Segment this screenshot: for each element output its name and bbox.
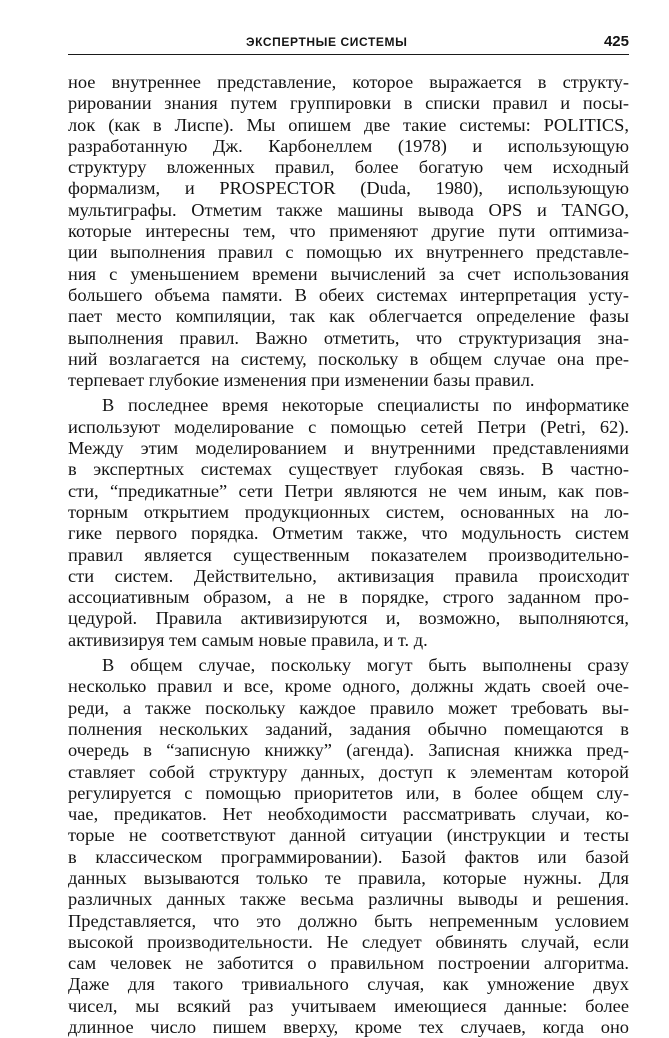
text-line: несколько правил и все, кроме одного, должны ждать своей оче- [68,676,629,697]
paragraph-2 [68,395,629,651]
text-line: В последнее время некоторые специалисты по информатике [102,395,629,416]
text-line: высокой производительности. Не следует обвинять случай, если [68,931,629,952]
text-line: реди, а также поскольку каждое правило может требовать вы- [68,697,629,718]
text-line: данных вызываются только те правила, которые нужны. Для [68,867,629,888]
text-line: Между этим моделированием и внутренними представлениями [68,438,629,459]
text-line: сам человек не заботится о правильном построении алгоритма. [68,953,629,974]
page-number: 425 [603,33,629,50]
text-line: цедурой. Правила активизируются и, возможно, выполняются, [68,608,629,629]
text-line: в экспертных системах существует глубокая связь. В частно- [68,459,629,480]
text-line: в классическом программировании). Базой фактов или базой [68,846,629,867]
text-line: различных данных также весьма различны выводы и решения. [68,889,629,910]
text-line: ное внутреннее представление, которое выражается в структу- [68,72,629,92]
text-line: ции выполнения правил с помощью их внутреннего представле- [68,242,629,263]
text-line: правил является существенным показателем производительно- [68,544,629,565]
page-header [68,32,629,55]
text-line: ставляет собой структуру данных, доступ к элементам которой [68,761,629,782]
text-line: регулируется с помощью приоритетов или, в более общем слу- [68,782,629,803]
text-line: активизируя тем самым новые правила, и т. д. [68,629,428,650]
text-line: сти систем. Действительно, активизация правила происходит [68,565,629,586]
text-line: которые интересны тем, что применяют другие пути оптимиза- [68,221,629,242]
text-line: рировании знания путем группировки в списки правил и посы- [68,93,629,114]
text-line: пает место компиляции, так как облегчается определение фазы [68,306,629,327]
text-line: формализм, и PROSPECTOR (Duda, 1980), использующую [68,178,629,199]
text-line: выполнения правил. Важно отметить, что структуризация зна- [68,327,629,348]
text-line: гике первого порядка. Отметим также, что модульность систем [68,523,629,544]
text-line: Даже для такого тривиального случая, как умножение двух [68,974,629,995]
body-text [68,72,629,1038]
text-line: терпевает глубокие изменения при изменении базы правил. [68,370,535,391]
text-line: очередь в “записную книжку” (агенда). Записная книжка пред- [68,740,629,761]
text-line: разработанную Дж. Карбонеллем (1978) и использующую [68,135,629,156]
text-line: чисел, мы всякий раз учитываем имеющиеся данные: более [68,995,629,1016]
text-line: ний возлагается на систему, поскольку в общем случае она пре- [68,348,629,369]
text-line: Представляется, что это должно быть непременным условием [68,910,629,931]
running-title: ЭКСПЕРТНЫЕ СИСТЕМЫ [246,35,408,49]
text-line: мультиграфы. Отметим также машины вывода OPS и TANGO, [68,199,629,220]
text-line: чае, предикатов. Нет необходимости рассматривать случаи, ко- [68,804,629,825]
text-line: лок (как в Лиспе). Мы опишем две такие системы: POLITICS, [68,114,629,135]
text-line: торным открытием продукционных систем, основанных на ло- [68,501,629,522]
text-line: длинное число пишем вверху, кроме тех случаев, когда оно [68,1017,629,1038]
text-line: используют моделирование с помощью сетей Петри (Petri, 62). [68,416,629,437]
paragraph-1 [68,72,629,391]
text-line: структуру вложенных правил, более богатую чем исходный [68,157,629,178]
text-line: ассоциативным образом, а не в порядке, строго заданном про- [68,587,629,608]
text-line: полнения нескольких заданий, задания обычно помещаются в [68,718,629,739]
text-line: сти, “предикатные” сети Петри являются не чем иным, как пов- [68,480,629,501]
text-line: большего объема памяти. В обеих системах интерпретация усту- [68,284,629,305]
text-line: ния с уменьшением времени вычислений за счет использования [68,263,629,284]
text-line: торые не соответствуют данной ситуации (инструкции и тесты [68,825,629,846]
text-line: В общем случае, поскольку могут быть выполнены сразу [102,655,629,676]
paragraph-3 [68,655,629,1038]
